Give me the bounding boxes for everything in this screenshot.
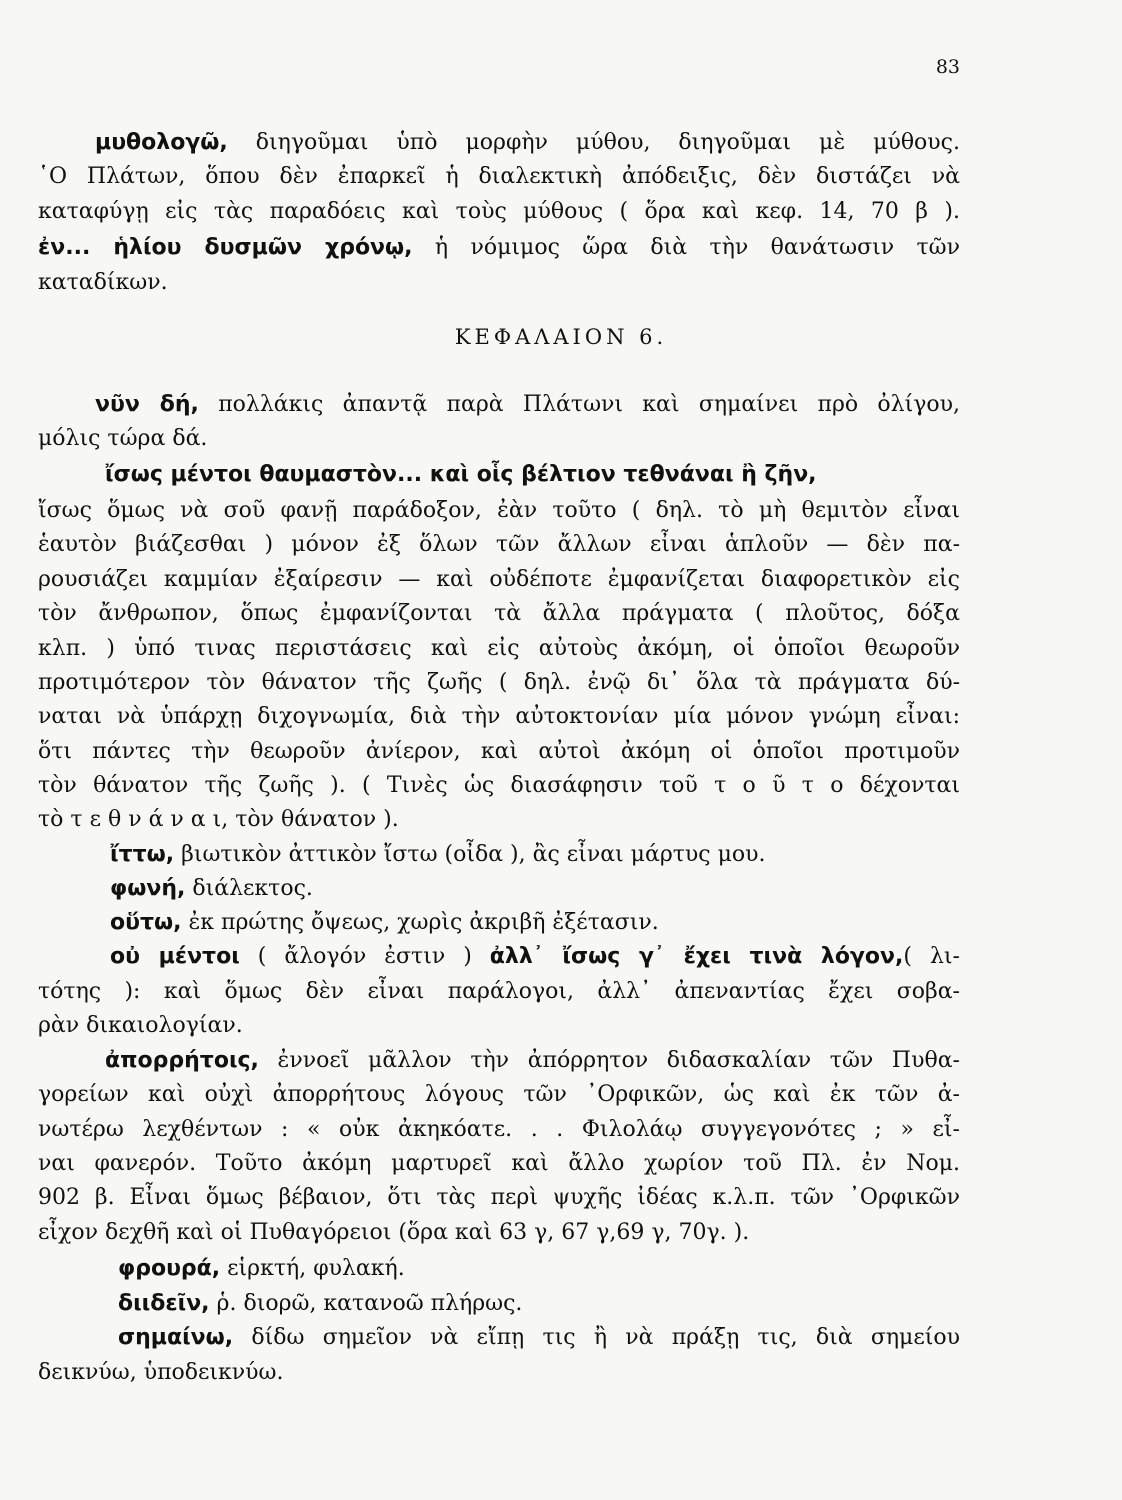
text-line: [118, 1252, 960, 1286]
text-line: ῾Ο Πλάτων, ὅπου δὲν ἐπαρκεῖ ἡ διαλεκτικὴ ἀπόδειξις, δὲν διστάζει νὰ: [38, 164, 960, 189]
lemma: μυθολογῶ,: [95, 130, 228, 155]
lemma: ἴττω,: [110, 842, 175, 867]
text-line: καταφύγῃ εἰς τὰς παραδόεις καὶ τοὺς μύθους ( ὅρα καὶ κεφ. 14, 70 β ).: [38, 199, 960, 224]
lemma: φωνή,: [110, 876, 186, 901]
gloss: δίδω σημεῖον νὰ εἴπῃ τις ἢ νὰ πράξῃ τις, διὰ σημείου: [233, 1325, 960, 1350]
lemma: ἀλλ᾽ ἴσως γ᾽ ἔχει τινὰ λόγον,: [489, 944, 904, 969]
chapter-heading: ΚΕΦΑΛΑΙΟΝ 6.: [454, 325, 668, 349]
text-line: προτιμότερον τὸν θάνατον τῆς ζωῆς ( δηλ. ἐνῷ δι᾽ ὅλα τὰ πράγματα δύ-: [38, 670, 960, 695]
page-number: 83: [935, 56, 960, 78]
text-line: [118, 1321, 960, 1355]
text-line: τότης ): καὶ ὅμως δὲν εἶναι παράλογοι, ἀλλ᾽ ἀπεναντίας ἔχει σοβα-: [38, 979, 960, 1004]
lemma: ἴσως μέντοι θαυμαστὸν... καὶ οἷς βέλτιον τεθνάναι ἢ ζῆν,: [105, 462, 817, 487]
text-line: γορείων καὶ οὐχὶ ἀπορρήτους λόγους τῶν ᾽Ορφικῶν, ὡς καὶ ἐκ τῶν ἀ-: [38, 1082, 960, 1107]
gloss: ἐννοεῖ μᾶλλον τὴν ἀπόρρητον διδασκαλίαν τῶν Πυθα-: [258, 1048, 960, 1073]
lemma: σημαίνω,: [118, 1325, 234, 1350]
text-line: τὸν θάνατον τῆς ζωῆς ). ( Τινὲς ὡς διασάφησιν τοῦ τ ο ῦ τ ο δέχονται: [38, 773, 960, 798]
lemma: διιδεῖν,: [118, 1291, 210, 1316]
text-line: εἶχον δεχθῆ καὶ οἱ Πυθαγόρειοι (ὅρα καὶ 63 γ, 67 γ,69 γ, 70γ. ).: [38, 1220, 750, 1245]
text-line: ρουσιάζει καμμίαν ἐξαίρεσιν — καὶ οὐδέποτε ἐμφανίζεται διαφορετικὸν εἰς: [38, 567, 960, 592]
text-line: ἴσως ὅμως νὰ σοῦ φανῇ παράδοξον, ἐὰν τοῦτο ( δηλ. τὸ μὴ θεμιτὸν εἶναι: [38, 498, 960, 523]
text-line: τὸν ἄνθρωπον, ὅπως ἐμφανίζονται τὰ ἄλλα πράγματα ( πλοῦτος, δόξα: [38, 601, 960, 626]
text-line: [110, 940, 960, 974]
lemma: οὕτω,: [110, 910, 182, 935]
gloss: ἡ νόμιμος ὥρα διὰ τὴν θανάτωσιν τῶν: [412, 235, 960, 260]
text-line: κλπ. ) ὑπό τινας περιστάσεις καὶ εἰς αὐτοὺς ἀκόμη, οἱ ὁποῖοι θεωροῦν: [38, 636, 960, 661]
lemma: ἀπορρήτοις,: [105, 1048, 259, 1073]
gloss: εἱρκτή, φυλακή.: [220, 1256, 405, 1281]
gloss: βιωτικὸν ἀττικὸν ἴστω (οἶδα ), ἂς εἶναι μάρτυς μου.: [174, 842, 766, 867]
gloss: διάλεκτος.: [185, 876, 313, 901]
gloss: διηγοῦμαι ὑπὸ μορφὴν μύθου, διηγοῦμαι μὲ μύθους.: [227, 130, 960, 155]
gloss: ( ἄλογόν ἐστιν ): [239, 944, 490, 969]
text-line: 902 β. Εἶναι ὅμως βέβαιον, ὅτι τὰς περὶ ψυχῆς ἰδέας κ.λ.π. τῶν ᾽Ορφικῶν: [38, 1185, 960, 1210]
gloss: ( λι-: [903, 944, 960, 969]
lemma: φρουρά,: [118, 1256, 221, 1281]
text-line: δεικνύω, ὑποδεικνύω.: [38, 1360, 284, 1385]
gloss: ἐκ πρώτης ὄψεως, χωρὶς ἀκριβῆ ἐξέτασιν.: [181, 910, 659, 935]
text-line: μόλις τώρα δά.: [38, 426, 208, 451]
text-line: ρὰν δικαιολογίαν.: [38, 1013, 243, 1038]
text-line: [110, 838, 960, 872]
lemma: νῦν δή,: [95, 392, 199, 417]
text-line: [38, 231, 960, 265]
lemma: ἐν... ἡλίου δυσμῶν χρόνῳ,: [38, 235, 413, 260]
text-line: ναται νὰ ὑπάρχῃ διχογνωμία, διὰ τὴν αὐτοκτονίαν μία μόνον γνώμη εἶναι:: [38, 704, 960, 729]
text-line: καταδίκων.: [38, 270, 168, 295]
text-line: νωτέρω λεχθέντων : « οὐκ ἀκηκόατε. . . Φιλολάῳ συγγεγονότες ; » εἶ-: [38, 1117, 960, 1142]
lemma: οὐ μέντοι: [110, 944, 240, 969]
gloss: ῥ. διορῶ, κατανοῶ πλήρως.: [209, 1291, 523, 1316]
text-line: τὸ τ ε θ ν ά ν α ι, τὸν θάνατον ).: [38, 807, 399, 832]
text-line: [105, 458, 960, 492]
text-line: [95, 126, 960, 160]
text-line: ὅτι πάντες τὴν θεωροῦν ἀνίερον, καὶ αὐτοὶ ἀκόμη οἱ ὁποῖοι προτιμοῦν: [38, 739, 960, 764]
text-line: ναι φανερόν. Τοῦτο ἀκόμη μαρτυρεῖ καὶ ἄλλο χωρίον τοῦ Πλ. ἐν Νομ.: [38, 1151, 960, 1176]
text-line: [105, 1044, 960, 1078]
gloss: πολλάκις ἀπαντᾷ παρὰ Πλάτωνι καὶ σημαίνει πρὸ ὀλίγου,: [198, 392, 960, 417]
text-line: [110, 872, 960, 906]
text-line: ἑαυτὸν βιάζεσθαι ) μόνον ἐξ ὅλων τῶν ἄλλων εἶναι ἁπλοῦν — δὲν πα-: [38, 532, 960, 557]
text-line: [118, 1287, 960, 1321]
text-line: [110, 906, 960, 940]
text-line: [95, 388, 960, 422]
